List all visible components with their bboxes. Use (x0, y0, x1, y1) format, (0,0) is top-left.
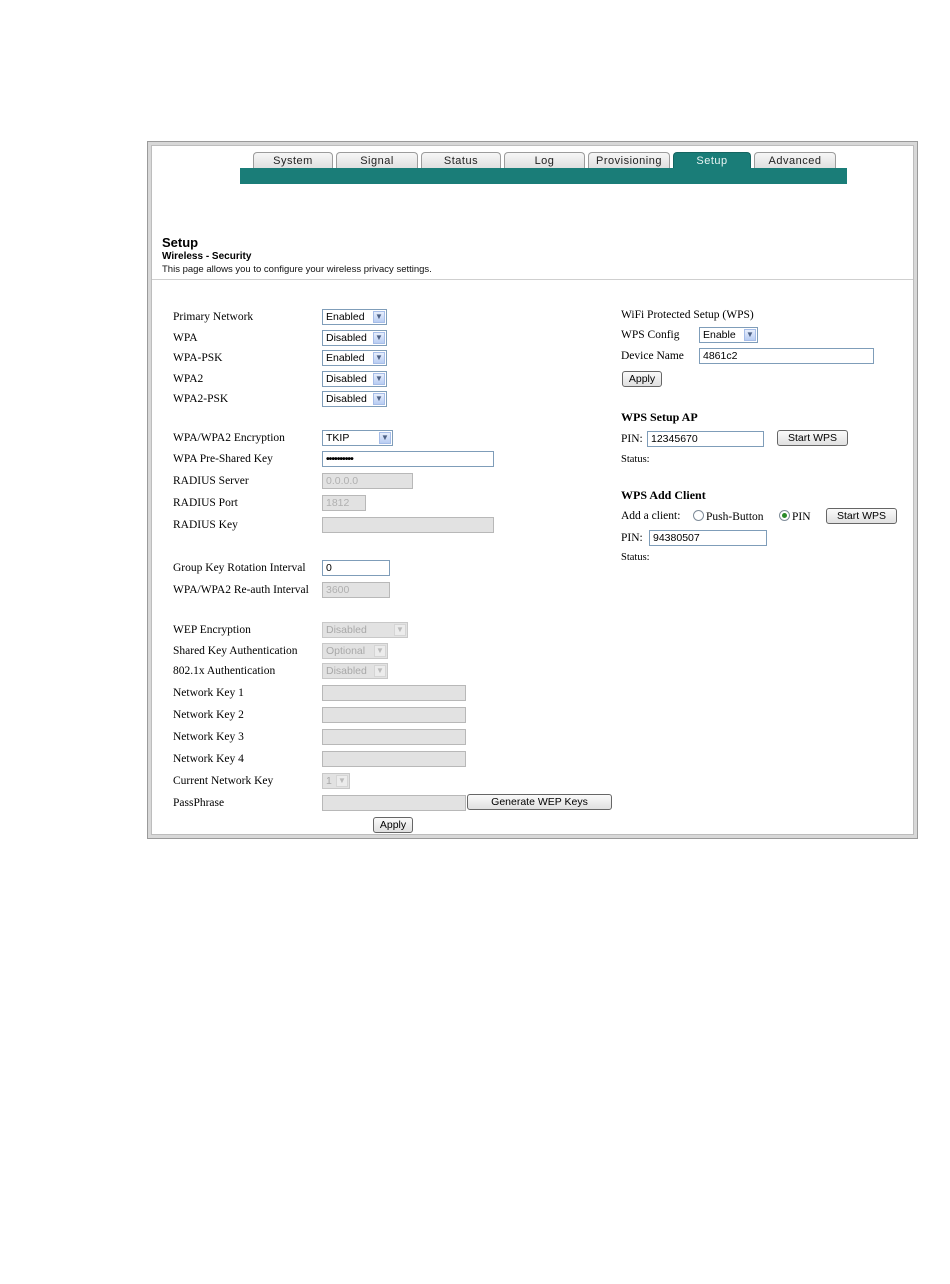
wpa2-psk-value: Disabled (326, 393, 367, 405)
network-key-1-input[interactable] (322, 685, 466, 701)
encryption-label: WPA/WPA2 Encryption (173, 432, 285, 444)
shared-key-auth-label: Shared Key Authentication (173, 645, 298, 657)
chevron-down-icon: ▼ (373, 332, 385, 344)
setup-ap-pin-input[interactable]: 12345670 (647, 431, 764, 447)
primary-network-value: Enabled (326, 311, 365, 323)
router-config-window (147, 141, 918, 839)
pin-option[interactable] (779, 510, 811, 523)
tab-status[interactable]: Status (421, 152, 501, 170)
tab-advanced[interactable]: Advanced (754, 152, 836, 170)
wpa-label: WPA (173, 332, 198, 344)
wps-add-client-title: WPS Add Client (621, 488, 706, 502)
chevron-down-icon: ▼ (373, 352, 385, 364)
wpa2-label: WPA2 (173, 373, 204, 385)
chevron-down-icon: ▼ (374, 645, 386, 657)
content-area (151, 145, 914, 835)
wep-encryption-select[interactable] (322, 622, 408, 638)
wpa2-psk-select[interactable] (322, 391, 387, 407)
passphrase-input[interactable] (322, 795, 466, 811)
wps-apply-button[interactable]: Apply (622, 371, 662, 387)
page-description: This page allows you to configure your wireless privacy settings. (162, 264, 432, 275)
wps-config-value: Enable (703, 329, 736, 341)
wpa-psk-select[interactable] (322, 350, 387, 366)
pin-option-label: PIN (792, 511, 811, 523)
device-name-label: Device Name (621, 350, 684, 362)
push-button-option[interactable] (693, 510, 764, 523)
wps-config-select[interactable] (699, 327, 758, 343)
network-key-3-label: Network Key 3 (173, 731, 244, 743)
psk-label: WPA Pre-Shared Key (173, 453, 273, 465)
network-key-4-input[interactable] (322, 751, 466, 767)
tab-system[interactable]: System (253, 152, 333, 170)
shared-key-auth-value: Optional (326, 645, 366, 657)
page-subtitle: Wireless - Security (162, 251, 252, 262)
setup-ap-status-label: Status: (621, 454, 650, 465)
chevron-down-icon: ▼ (379, 432, 391, 444)
wep-encryption-value: Disabled (326, 624, 367, 636)
encryption-select[interactable] (322, 430, 393, 446)
wpa2-value: Disabled (326, 373, 367, 385)
add-client-status-label: Status: (621, 552, 650, 563)
chevron-down-icon: ▼ (394, 624, 406, 636)
psk-input[interactable]: •••••••••• (322, 451, 494, 467)
current-key-value: 1 (326, 775, 332, 787)
chevron-down-icon: ▼ (744, 329, 756, 341)
tab-underline-bar (240, 168, 847, 184)
encryption-value: TKIP (326, 432, 350, 444)
group-key-input[interactable]: 0 (322, 560, 390, 576)
add-client-pin-input[interactable]: 94380507 (649, 530, 767, 546)
wps-setup-ap-title: WPS Setup AP (621, 410, 698, 424)
wpa2-select[interactable] (322, 371, 387, 387)
wpa-psk-value: Enabled (326, 352, 365, 364)
dot1x-auth-select[interactable] (322, 663, 388, 679)
chevron-down-icon: ▼ (373, 373, 385, 385)
add-client-label: Add a client: (621, 510, 681, 522)
chevron-down-icon: ▼ (373, 311, 385, 323)
tab-provisioning[interactable]: Provisioning (588, 152, 670, 170)
network-key-2-label: Network Key 2 (173, 709, 244, 721)
setup-ap-pin-label: PIN: (621, 433, 643, 445)
network-key-2-input[interactable] (322, 707, 466, 723)
tab-log[interactable]: Log (504, 152, 585, 170)
chevron-down-icon: ▼ (336, 775, 348, 787)
radius-server-input[interactable]: 0.0.0.0 (322, 473, 413, 489)
current-key-select[interactable] (322, 773, 350, 789)
dot1x-auth-label: 802.1x Authentication (173, 665, 276, 677)
wpa2-psk-label: WPA2-PSK (173, 393, 229, 405)
apply-button[interactable]: Apply (373, 817, 413, 833)
network-key-3-input[interactable] (322, 729, 466, 745)
primary-network-label: Primary Network (173, 311, 254, 323)
page-title: Setup (162, 235, 199, 250)
reauth-input[interactable]: 3600 (322, 582, 390, 598)
dot1x-auth-value: Disabled (326, 665, 367, 677)
setup-ap-start-wps-button[interactable]: Start WPS (777, 430, 848, 446)
shared-key-auth-select[interactable] (322, 643, 388, 659)
generate-wep-keys-button[interactable]: Generate WEP Keys (467, 794, 612, 810)
device-name-input[interactable]: 4861c2 (699, 348, 874, 364)
radius-server-label: RADIUS Server (173, 475, 249, 487)
radius-key-input[interactable] (322, 517, 494, 533)
push-button-option-label: Push-Button (706, 511, 764, 523)
tab-setup[interactable]: Setup (673, 152, 751, 170)
network-key-1-label: Network Key 1 (173, 687, 244, 699)
wep-encryption-label: WEP Encryption (173, 624, 251, 636)
radius-port-input[interactable]: 1812 (322, 495, 366, 511)
wpa-value: Disabled (326, 332, 367, 344)
chevron-down-icon: ▼ (374, 665, 386, 677)
chevron-down-icon: ▼ (373, 393, 385, 405)
primary-network-select[interactable] (322, 309, 387, 325)
radius-key-label: RADIUS Key (173, 519, 238, 531)
group-key-label: Group Key Rotation Interval (173, 562, 306, 574)
network-key-4-label: Network Key 4 (173, 753, 244, 765)
radio-icon[interactable] (693, 510, 704, 521)
add-client-start-wps-button[interactable]: Start WPS (826, 508, 897, 524)
passphrase-label: PassPhrase (173, 797, 225, 809)
wpa-select[interactable] (322, 330, 387, 346)
add-client-pin-label: PIN: (621, 532, 643, 544)
wps-title: WiFi Protected Setup (WPS) (621, 309, 754, 321)
current-key-label: Current Network Key (173, 775, 274, 787)
wps-config-label: WPS Config (621, 329, 680, 341)
tab-signal[interactable]: Signal (336, 152, 418, 170)
wpa-psk-label: WPA-PSK (173, 352, 223, 364)
radius-port-label: RADIUS Port (173, 497, 238, 509)
reauth-label: WPA/WPA2 Re-auth Interval (173, 584, 309, 596)
divider (152, 279, 913, 280)
radio-selected-icon[interactable] (779, 510, 790, 521)
